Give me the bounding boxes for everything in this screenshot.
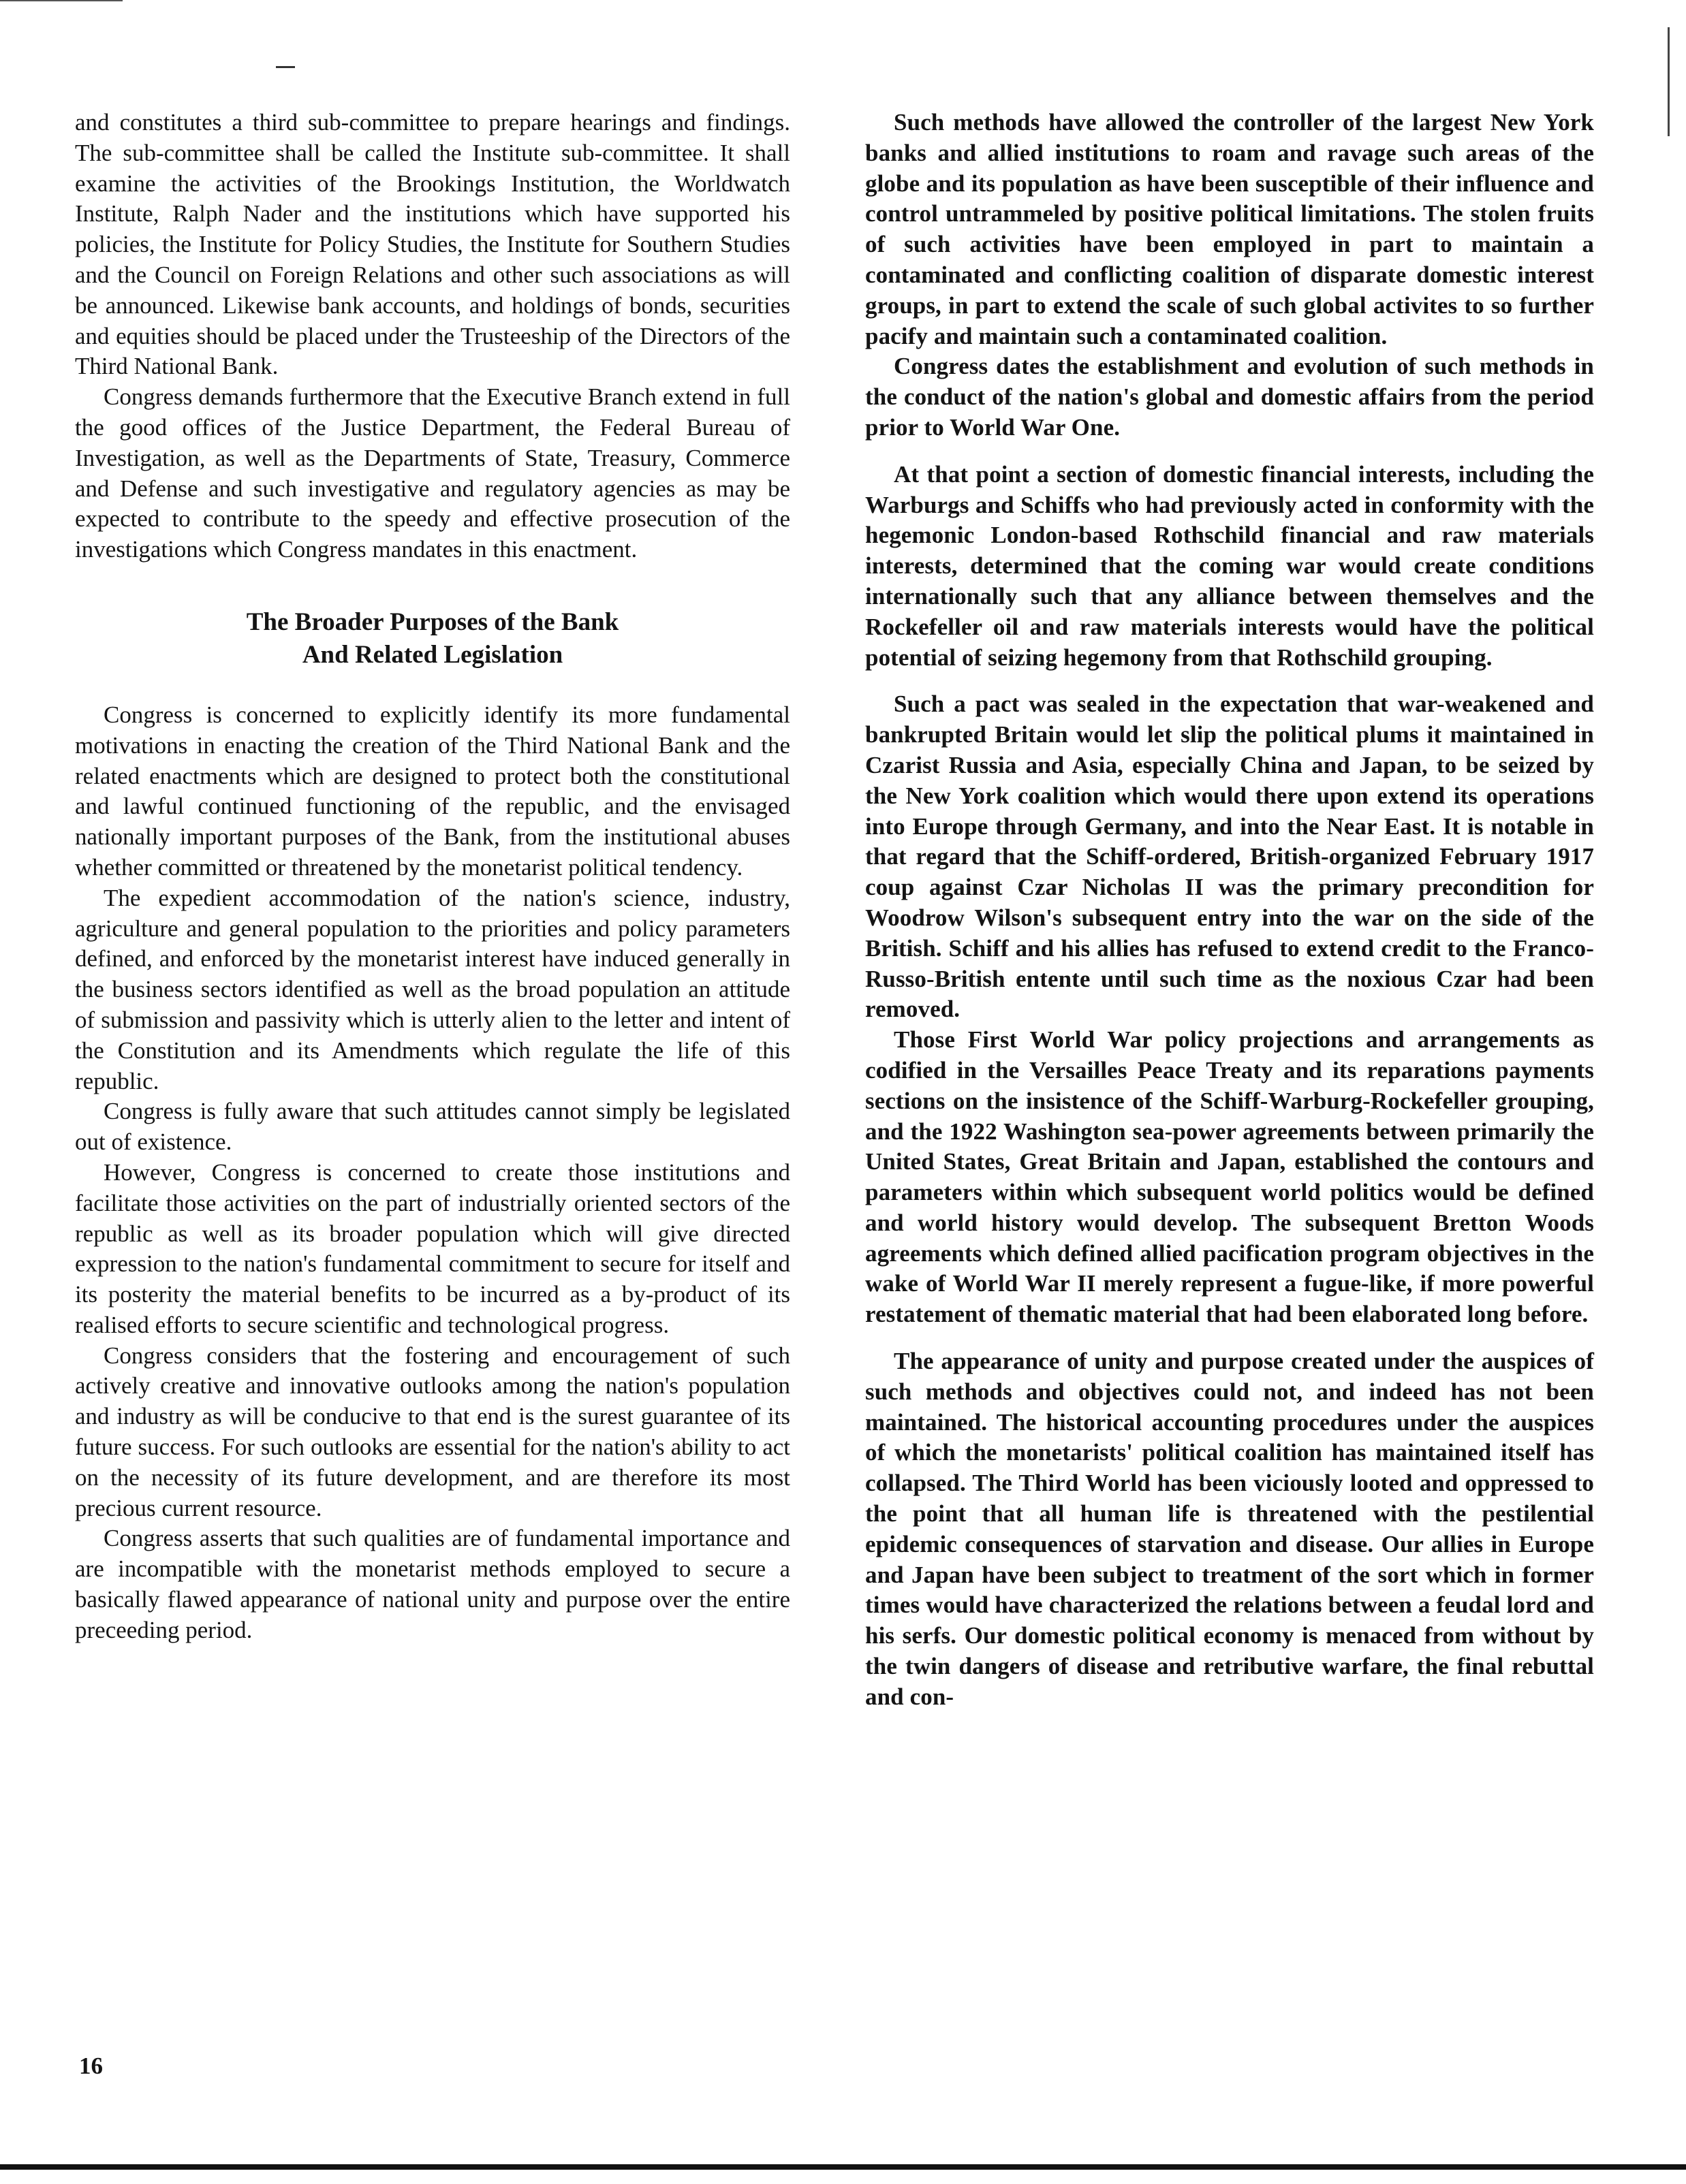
left-paragraph-1: and constitutes a third sub-committee to prepare hearings and findings. The sub-committee shall be called the Institute sub-committee. It shall examine the activities of the Brookings Institution, the Worldwatch Institute, Ralph Nader and the institutions which have supported his policies, the Institute for Policy Studies, the Institute for Southern Studies and the Council on Foreign Relations and other such associations as will be announced. Likewise bank accounts, and holdings of bonds, securities and equities should be placed under the Trusteeship of the Directors of the Third National Bank. — [75, 109, 790, 380]
left-paragraph-7: Congress considers that the fostering and encouragement of such actively creative and innovative outlooks among the nation's population and industry as will be conducive to that end is the surest guarantee of its future success. For such outlooks are essential for the nation's ability to act on the necessity of its future development, and are therefore its most precious current resource. — [75, 1342, 790, 1521]
right-paragraph-3: At that point a section of domestic financial interests, including the Warburgs and Schiffs who had previously acted in conformity with the hegemonic London-based Rothschild financial and raw materials interests, determined that the coming war would create conditions internationally such that any alliance between themselves and the Rockefeller oil and raw materials interests would have the political potential of seizing hegemony from that Rothschild grouping. — [865, 460, 1594, 671]
top-dash-mark — [276, 66, 295, 68]
section-heading-line-2: And Related Legislation — [302, 640, 563, 669]
left-paragraph-6: However, Congress is concerned to create those institutions and facilitate those activities on the part of industrially oriented sectors of the republic as well as its broader population which will give directed expression to the nation's fundamental commitment to secure for itself and its posterity the material benefits to be incurred as a by-product of its realised efforts to secure scientific and technological progress. — [75, 1158, 790, 1338]
section-heading-line-1: The Broader Purposes of the Bank — [246, 607, 619, 636]
right-paragraph-1: Such methods have allowed the controller of the largest New York banks and allied institutions to roam and ravage such areas of the globe and its population as have been susceptible of their influence and control untrammeled by positive political limitations. The stolen fruits of such activities have been employed in part to maintain a contaminated and conflicting coalition of disparate domestic interest groups, in part to extend the scale of such global activites to so further pacify and maintain such a contaminated coalition. — [865, 109, 1594, 349]
top-scan-rule — [0, 0, 123, 1]
right-paragraph-4: Such a pact was sealed in the expectation that war-weakened and bankrupted Britain would let slip the political plums it maintained in Czarist Russia and Asia, especially China and Japan, to be seized by the New York coalition which would there upon extend its operations into Europe through Germany, and into the Near East. It is notable in that regard that the Schiff-ordered, British-organized February 1917 coup against Czar Nicholas II was the primary precondition for Woodrow Wilson's subsequent entry into the war on the side of the British. Schiff and his allies has refused to extend credit to the Franco-Russo-British entente until such time as the noxious Czar had been removed. — [865, 691, 1594, 1023]
right-paragraph-5: Those First World War policy projections and arrangements as codified in the Versailles Peace Treaty and its reparations payments sections on the insistence of the Schiff-Warburg-Rockefeller grouping, and the 1922 Washington sea-power agreements between primarily the United States, Great Britain and Japan, established the contours and parameters within which subsequent world politics would be defined and world history would develop. The subsequent Bretton Woods agreements which defined allied pacification program objectives in the wake of World War II merely represent a fugue-like, if more powerful restatement of thematic material that had been elaborated long before. — [865, 1026, 1594, 1328]
right-paragraph-6: The appearance of unity and purpose created under the auspices of such methods and objectives could not, and indeed has not been maintained. The historical accounting procedures under the auspices of which the monetarists' political coalition has maintained itself has collapsed. The Third World has been viciously looted and oppressed to the point that all human life is threatened with the pestilential epidemic consequences of starvation and disease. Our allies in Europe and Japan have been subject to treatment of the sort which in former times would have characterized the relations between a feudal lord and his serfs. Our domestic political economy is menaced from without by the twin dangers of disease and retributive warfare, the final rebuttal and con- — [865, 1348, 1594, 1710]
left-paragraph-4: The expedient accommodation of the nation's science, industry, agriculture and general population to the priorities and policy parameters defined, and enforced by the monetarist interest have induced generally in the business sectors identified as well as the broad population an attitude of submission and passivity which is utterly alien to the letter and intent of the Constitution and its Amendments which regulate the life of this republic. — [75, 884, 790, 1094]
bottom-scan-rule — [0, 2164, 1686, 2170]
left-paragraph-5: Congress is fully aware that such attitudes cannot simply be legislated out of existence. — [75, 1098, 790, 1156]
left-paragraph-3: Congress is concerned to explicitly identify its more fundamental motivations in enacting the creation of the Third National Bank and the related enactments which are designed to protect both the constitutional and lawful continued functioning of the republic, and the envisaged nationally important purposes of the Bank, from the institutional abuses whether committed or threatened by the monetarist political tendency. — [75, 701, 790, 881]
left-paragraph-2: Congress demands furthermore that the Executive Branch extend in full the good offices of the Justice Department, the Federal Bureau of Investigation, as well as the Departments of State, Treasury, Commerce and Defense and such investigative and regulatory agencies as may be expected to contribute to the speedy and effective prosecution of the investigations which Congress mandates in this enactment. — [75, 383, 790, 563]
right-column — [865, 108, 1594, 1713]
page-number: 16 — [79, 2053, 103, 2079]
left-column — [75, 108, 790, 1646]
right-edge-scan-mark — [1668, 27, 1670, 136]
section-heading — [75, 606, 790, 671]
right-paragraph-2: Congress dates the establishment and evolution of such methods in the conduct of the nation's global and domestic affairs from the period prior to World War One. — [865, 353, 1594, 441]
left-paragraph-8: Congress asserts that such qualities are of fundamental importance and are incompatible with the monetarist methods employed to secure a basically flawed appearance of national unity and purpose over the entire preceeding period. — [75, 1525, 790, 1643]
